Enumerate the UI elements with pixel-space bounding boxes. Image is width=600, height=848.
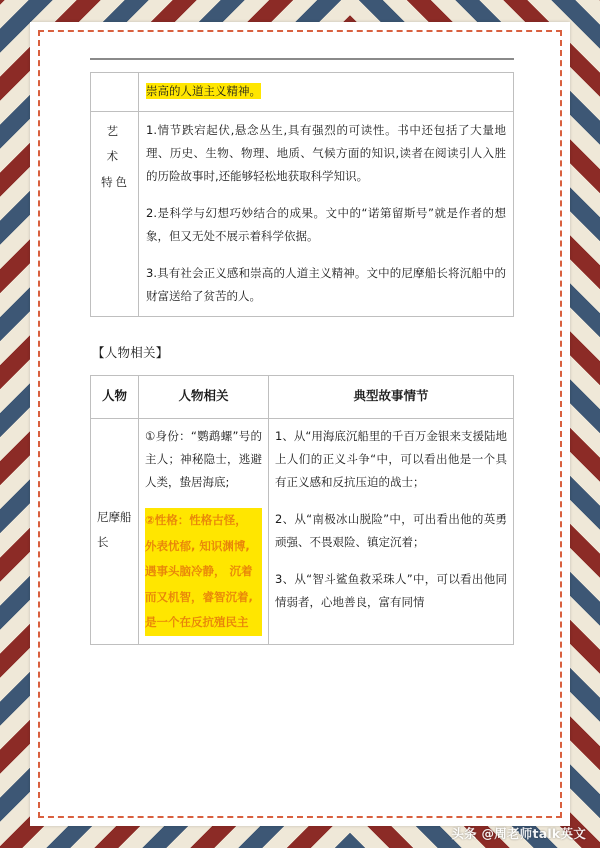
art-label-line1: 艺 术 [106,124,125,164]
plot-item-3: 3、从“智斗鲨鱼救采珠人”中，可以看出他同情弱者，心地善良，富有同情 [275,572,507,609]
character-highlight-line-1: ②性格：性格古怪， [145,508,262,534]
watermark-text: 头条 @周老师talk英文 [451,826,586,841]
art-paragraph-3: 3.具有社会正义感和崇高的人道主义精神。文中的尼摩船长将沉船中的财富送给了贫苦的人。 [146,266,506,303]
character-highlight-line-5: 是一个在反抗殖民主 [145,610,262,636]
character-plots-cell [269,419,514,645]
character-highlight-line-4: 而又机智，睿智沉着, [145,585,262,611]
art-features-table [90,72,514,317]
plot-item-2: 2、从“南极冰山脱险”中，可出看出他的英勇顽强、不畏艰险、镇定沉着； [275,512,507,549]
character-highlight-line-3: 遇事头脑冷静， 沉着 [145,559,262,585]
top-horizontal-rule [90,58,514,60]
art-label-empty-cell [91,73,139,112]
document-content [90,58,514,645]
character-name-cell: 尼摩船长 [91,419,139,645]
art-features-label [91,112,139,317]
art-label-line2: 特色 [101,174,130,189]
header-character: 人物 [91,376,139,419]
art-paragraph-2: 2.是科学与幻想巧妙结合的成果。文中的“诺第留斯号”就是作者的想象，但又无处不展示着科学依据。 [146,206,506,243]
header-character-related: 人物相关 [139,376,269,419]
table-header-row [91,376,514,419]
art-paragraph-1: 1.情节跌宕起伏,悬念丛生,具有强烈的可读性。书中还包括了大量地理、历史、生物、物理、地质、气候方面的知识,读者在阅读引人入胜的历险故事时,还能够轻松地获取科学知识。 [146,123,506,183]
art-highlight-cell [139,73,514,112]
document-paper [30,22,570,826]
plot-item-1: 1、从“用海底沉船里的千百万金银来支援陆地上人们的正义斗争“中，可以看出他是一个具有正义感和反抗压迫的战士； [275,429,507,489]
section-heading-characters: 【人物相关】 [92,345,169,360]
header-typical-plot: 典型故事情节 [269,376,514,419]
table-row [91,112,514,317]
table-row [91,73,514,112]
highlighted-text-top: 崇高的人道主义精神。 [146,84,261,98]
character-related-cell [139,419,269,645]
character-related-plain: ①身份：“鹦鹉螺”号的主人；神秘隐士，逃避人类，蛰居海底; [145,429,262,489]
character-highlight-line-2: 外表忧郁, 知识渊博, [145,534,262,560]
character-table [90,375,514,645]
art-features-content [139,112,514,317]
table-row [91,419,514,645]
